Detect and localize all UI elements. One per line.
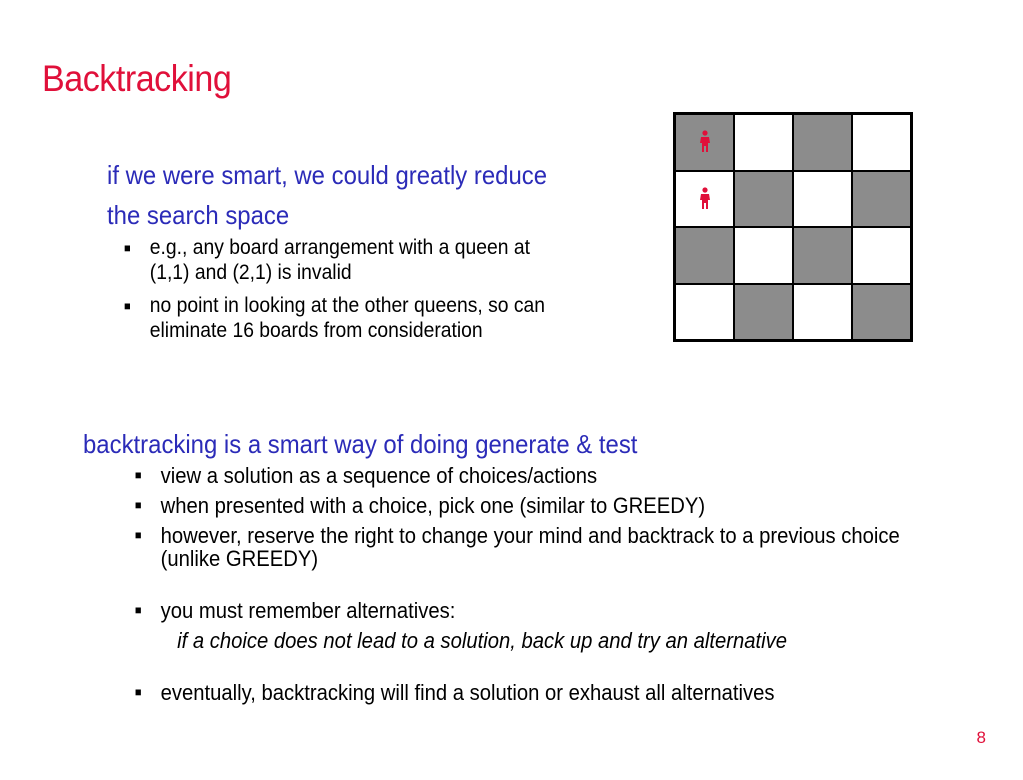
- bullet-text-line-2: (unlike GREEDY): [160, 546, 319, 571]
- intro-line-1: if we were smart, we could greatly reduce: [107, 160, 548, 190]
- chess-board: [673, 112, 913, 342]
- main-heading: backtracking is a smart way of doing generate & test: [83, 429, 638, 459]
- board-cell: [734, 171, 793, 228]
- board-cell: [675, 171, 734, 228]
- bullet-square-icon: ■: [134, 528, 142, 542]
- bullet-text: you must remember alternatives:: [160, 598, 456, 623]
- board-cell: [675, 284, 734, 341]
- bullet-text-line-2: eliminate 16 boards from consideration: [149, 319, 483, 342]
- bullet-text: view a solution as a sequence of choices/actions: [160, 463, 598, 488]
- board-cell: [852, 284, 911, 341]
- board-cell: [734, 114, 793, 171]
- board-cell: [675, 227, 734, 284]
- board-cell: [793, 227, 852, 284]
- bullet-square-icon: ■: [124, 241, 131, 255]
- bullet-text: eventually, backtracking will find a solution or exhaust all alternatives: [160, 680, 775, 705]
- board-cell: [793, 284, 852, 341]
- list-item: [133, 681, 900, 704]
- board-cell: [793, 114, 852, 171]
- intro-paragraph: [107, 155, 547, 235]
- board-cell: [734, 227, 793, 284]
- bullet-square-icon: ■: [134, 685, 142, 699]
- bullet-text-line-1: e.g., any board arrangement with a queen at: [149, 236, 530, 259]
- bullet-square-icon: ■: [134, 498, 142, 512]
- bullet-text-line-1: no point in looking at the other queens, so can: [149, 294, 546, 317]
- queen-piece-icon: [698, 187, 712, 211]
- queen-piece-icon: [698, 130, 712, 154]
- bullet-square-icon: ■: [124, 299, 131, 313]
- intro-line-2: the search space: [107, 200, 290, 230]
- board-cell: [734, 284, 793, 341]
- board-cell: [793, 171, 852, 228]
- board-cell: [675, 114, 734, 171]
- board-cell: [852, 114, 911, 171]
- slide-title: Backtracking: [42, 58, 232, 99]
- intro-bullet-list: [124, 235, 545, 351]
- bullet-text-line-2: (1,1) and (2,1) is invalid: [149, 261, 352, 284]
- list-item: [124, 293, 545, 343]
- main-bullet-list: [133, 464, 900, 711]
- list-item: [133, 599, 900, 652]
- list-item: [124, 235, 545, 285]
- list-item: [133, 464, 900, 487]
- board-cell: [852, 171, 911, 228]
- page-number: 8: [976, 728, 986, 747]
- list-item: [133, 524, 900, 570]
- board-cell: [852, 227, 911, 284]
- bullet-square-icon: ■: [134, 603, 142, 617]
- bullet-square-icon: ■: [134, 468, 142, 482]
- bullet-text: when presented with a choice, pick one (similar to GREEDY): [160, 493, 706, 518]
- list-item: [133, 494, 900, 517]
- bullet-text-line-1: however, reserve the right to change your mind and backtrack to a previous choice: [160, 523, 900, 548]
- bullet-italic-note: if a choice does not lead to a solution, back up and try an alternative: [177, 628, 788, 653]
